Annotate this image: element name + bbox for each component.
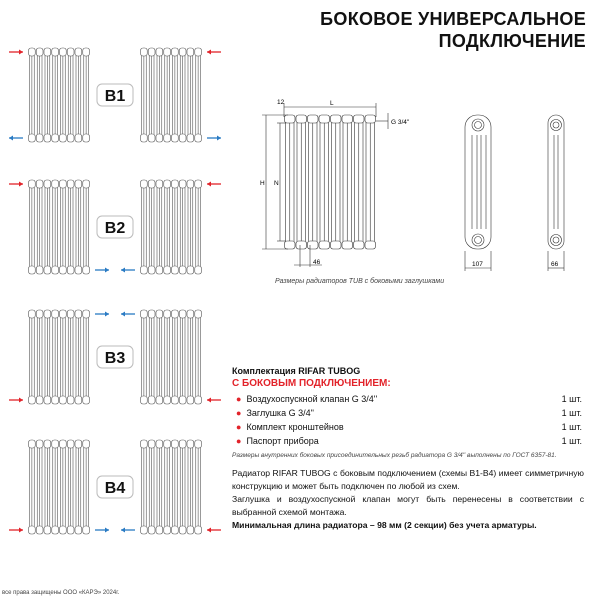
return-arrow-icon bbox=[9, 136, 23, 141]
bullet-icon: ● bbox=[236, 436, 242, 446]
kit-list bbox=[232, 392, 582, 448]
radiator-right bbox=[141, 310, 202, 404]
kit-item-label: Комплект кронштейнов bbox=[246, 422, 344, 432]
supply-arrow-icon bbox=[207, 398, 221, 403]
description-p1: Радиатор RIFAR TUBOG с боковым подключением (схемы В1-В4) имеет симметричную конструкцию и может быть подключен по любой из схем. bbox=[232, 468, 584, 491]
kit-item-name bbox=[236, 406, 314, 420]
scheme-label-text: B1 bbox=[104, 88, 126, 105]
scheme-label bbox=[97, 216, 133, 238]
dim-107: 107 bbox=[472, 261, 483, 268]
bullet-icon: ● bbox=[236, 394, 242, 404]
kit-item-qty: 1 шт. bbox=[561, 408, 582, 418]
description bbox=[232, 467, 584, 532]
supply-arrow-icon bbox=[9, 528, 23, 533]
return-arrow-icon bbox=[95, 528, 109, 533]
radiator-left bbox=[29, 48, 90, 142]
return-arrow-icon bbox=[121, 268, 135, 273]
bullet-icon: ● bbox=[236, 422, 242, 432]
return-arrow-icon bbox=[207, 136, 221, 141]
bullet-icon: ● bbox=[236, 408, 242, 418]
dim-46: 46 bbox=[313, 259, 321, 266]
connection-schemes bbox=[0, 0, 240, 560]
dim-N: N bbox=[274, 180, 279, 187]
dim-12: 12 bbox=[277, 99, 285, 106]
return-arrow-icon bbox=[121, 528, 135, 533]
supply-arrow-icon bbox=[9, 50, 23, 55]
dimension-drawing bbox=[250, 95, 600, 280]
radiator-front-view bbox=[285, 115, 376, 249]
kit-item-qty: 1 шт. bbox=[561, 422, 582, 432]
radiator-left bbox=[29, 440, 90, 534]
radiator-right bbox=[141, 440, 202, 534]
scheme-b4 bbox=[9, 440, 221, 534]
radiator-left bbox=[29, 310, 90, 404]
return-arrow-icon bbox=[95, 312, 109, 317]
supply-arrow-icon bbox=[207, 182, 221, 187]
scheme-label bbox=[97, 346, 133, 368]
kit-item-name bbox=[236, 392, 377, 406]
scheme-label-text: B4 bbox=[104, 480, 126, 497]
dim-66: 66 bbox=[551, 261, 559, 268]
title-line-1: БОКОВОЕ УНИВЕРСАЛЬНОЕ bbox=[320, 9, 586, 29]
kit-section bbox=[232, 366, 582, 459]
kit-item-name bbox=[236, 434, 319, 448]
kit-item-label: Паспорт прибора bbox=[246, 436, 319, 446]
scheme-b2 bbox=[9, 180, 221, 274]
dim-H: H bbox=[260, 180, 265, 187]
description-p3: Минимальная длина радиатора – 98 мм (2 секции) без учета арматуры. bbox=[232, 520, 537, 530]
scheme-b3 bbox=[9, 310, 221, 404]
kit-item bbox=[232, 434, 582, 448]
kit-item-label: Заглушка G 3/4'' bbox=[246, 408, 315, 418]
supply-arrow-icon bbox=[9, 182, 23, 187]
scheme-label-text: B3 bbox=[104, 350, 126, 367]
return-arrow-icon bbox=[95, 268, 109, 273]
kit-note: Размеры внутренних боковых присоединительных резьб радиатора G 3/4'' выполнены по ГОСТ 6357-81. bbox=[232, 452, 557, 459]
radiator-left bbox=[29, 180, 90, 274]
supply-arrow-icon bbox=[9, 398, 23, 403]
scheme-label bbox=[97, 84, 133, 106]
supply-arrow-icon bbox=[207, 50, 221, 55]
kit-item-qty: 1 шт. bbox=[561, 436, 582, 446]
kit-item bbox=[232, 420, 582, 434]
scheme-label-text: B2 bbox=[104, 220, 126, 237]
dim-L: L bbox=[330, 100, 334, 107]
kit-item bbox=[232, 392, 582, 406]
title-line-2: ПОДКЛЮЧЕНИЕ bbox=[438, 31, 586, 51]
description-p2: Заглушка и воздухоспускной клапан могут быть перенесены в соответствии с выбранной схемой монтажа. bbox=[232, 494, 584, 517]
kit-heading: Комплектация RIFAR TUBOG bbox=[232, 366, 361, 376]
return-arrow-icon bbox=[121, 312, 135, 317]
thread-label: G 3/4'' bbox=[391, 119, 410, 126]
scheme-b1 bbox=[9, 48, 221, 142]
copyright-footer: все права защищены ООО «КАРЭ» 2024г. bbox=[2, 590, 120, 596]
kit-item-label: Воздухоспускной клапан G 3/4'' bbox=[246, 394, 378, 404]
radiator-right bbox=[141, 48, 202, 142]
kit-subheading: С БОКОВЫМ ПОДКЛЮЧЕНИЕМ: bbox=[232, 378, 391, 389]
radiator-right bbox=[141, 180, 202, 274]
kit-item-qty: 1 шт. bbox=[561, 394, 582, 404]
supply-arrow-icon bbox=[207, 528, 221, 533]
drawing-caption: Размеры радиаторов TUB с боковыми заглушками bbox=[275, 278, 445, 285]
kit-item bbox=[232, 406, 582, 420]
kit-item-name bbox=[236, 420, 344, 434]
scheme-label bbox=[97, 476, 133, 498]
page-title bbox=[320, 8, 586, 52]
